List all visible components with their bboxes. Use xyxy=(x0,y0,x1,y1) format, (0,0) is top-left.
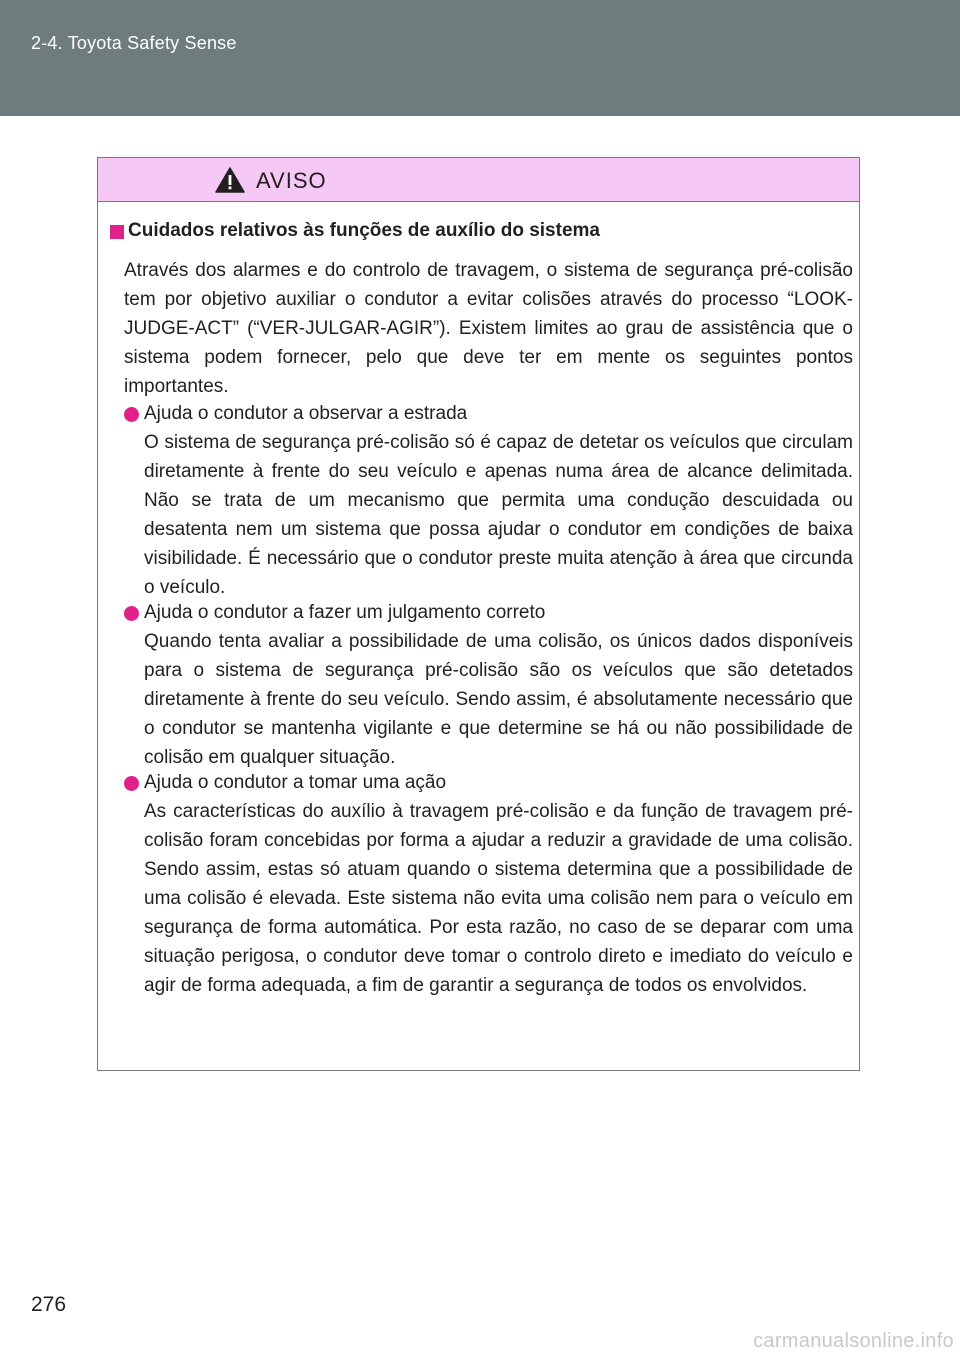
header-bar xyxy=(0,0,960,116)
warning-triangle-icon xyxy=(215,167,245,193)
bullet-dot-icon xyxy=(124,776,139,791)
bullet-body: Quando tenta avaliar a possibilidade de uma colisão, os únicos dados disponíveis para o sistema de segurança pré-colisão são os veículos que são detetados diretamente à frente do seu veículo. Sendo assim, é absolutamente necessário que o condutor se mantenha vigilante e que determine se há ou não possibilidade de colisão em qualquer situação. xyxy=(144,631,853,768)
section-header-title: 2-4. Toyota Safety Sense xyxy=(31,33,237,53)
bullet-body: O sistema de segurança pré-colisão só é capaz de detetar os veículos que circulam diretamente à frente do seu veículo e apenas numa área de alcance delimitada. Não se trata de um mecanismo que permita uma condução descuidada ou desatenta nem um sistema que possa ajudar o condutor em condições de baixa visibilidade. É necessário que o condutor preste muita atenção à área que circunda o veículo. xyxy=(144,432,853,598)
warning-box xyxy=(97,157,860,1071)
intro-paragraph: Através dos alarmes e do controlo de travagem, o sistema de segurança pré-colisão tem por objetivo auxiliar o condutor a evitar colisões através do processo “LOOK-JUDGE-ACT” (“VER-JULGAR-AGIR”). Existem limites ao grau de assistência que o sistema podem fornecer, pelo que deve ter em mente os seguintes pontos importantes. xyxy=(124,260,853,397)
bullet-dot-icon xyxy=(124,606,139,621)
page-number: 276 xyxy=(31,1293,67,1316)
bullet-title: Ajuda o condutor a tomar uma ação xyxy=(144,772,447,793)
bullet-body: As características do auxílio à travagem pré-colisão e da função de travagem pré-colisão foram concebidas por forma a ajudar a reduzir a gravidade de uma colisão. Sendo assim, estas só atuam quando o sistema determina que a possibilidade de uma colisão é elevada. Este sistema não evita uma colisão nem para o veículo em segurança de forma automática. Por esta razão, no caso de se deparar com uma situação perigosa, o condutor deve tomar o controlo direto e imediato do veículo e agir de forma adequada, a fim de garantir a segurança de todos os envolvidos. xyxy=(144,801,853,996)
bullet-title: Ajuda o condutor a fazer um julgamento correto xyxy=(144,602,546,623)
warning-label: AVISO xyxy=(256,168,327,193)
warning-header xyxy=(98,158,859,202)
bullet-dot-icon xyxy=(124,407,139,422)
section-marker-square-icon xyxy=(110,225,124,239)
watermark: carmanualsonline.info xyxy=(753,1330,954,1352)
section-title: Cuidados relativos às funções de auxílio do sistema xyxy=(128,220,600,241)
bullet-title: Ajuda o condutor a observar a estrada xyxy=(144,403,468,424)
